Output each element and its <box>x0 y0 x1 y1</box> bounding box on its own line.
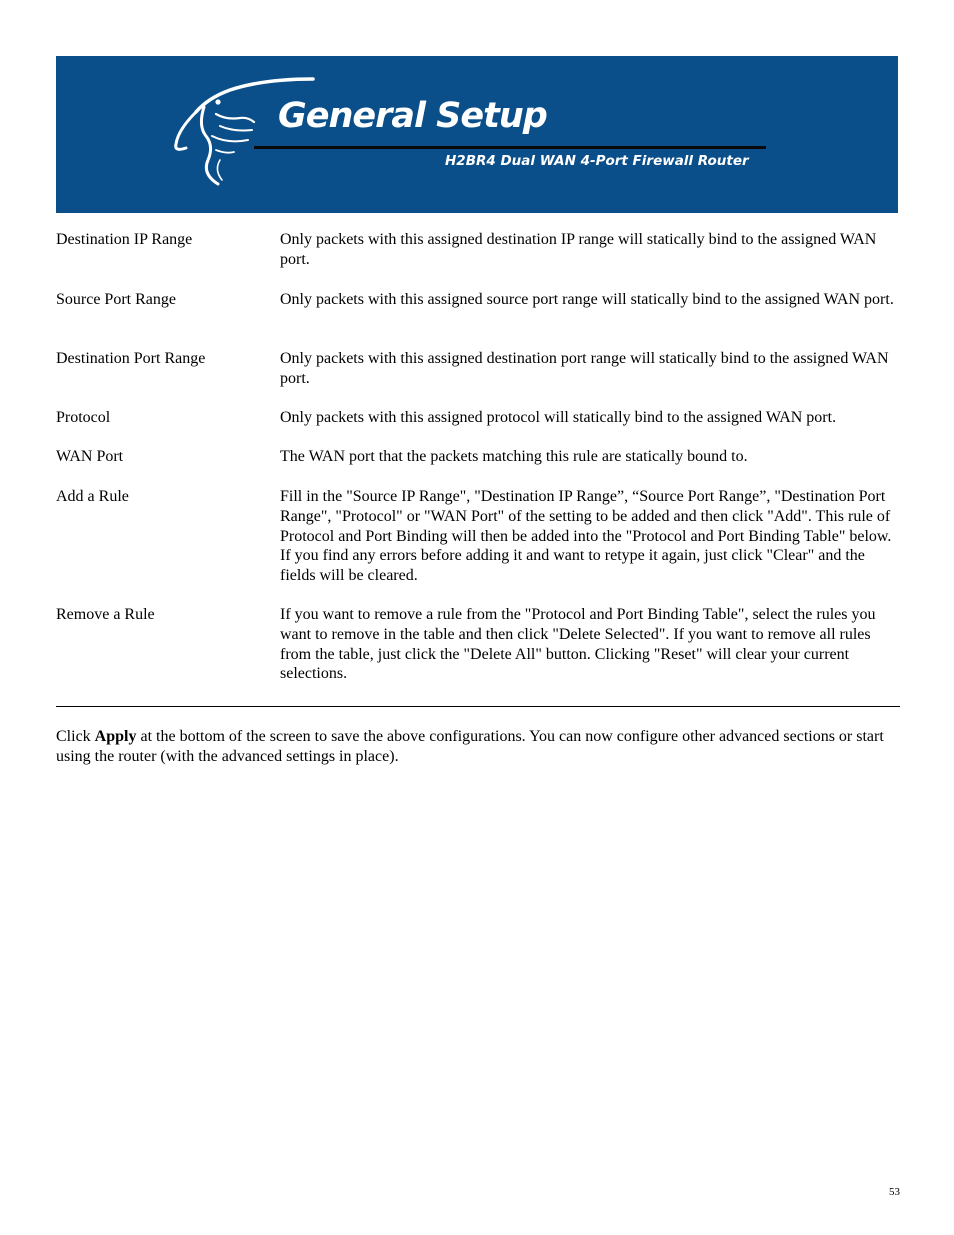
definition-row-destination-ip-range <box>56 230 900 270</box>
definition-row-destination-port-range <box>56 349 900 389</box>
definition-list <box>56 230 900 685</box>
definition-description: The WAN port that the packets matching this rule are statically bound to. <box>280 448 748 465</box>
definition-row-wan-port <box>56 447 900 467</box>
apply-keyword: Apply <box>94 728 137 745</box>
definition-term: Source Port Range <box>56 291 176 308</box>
definition-term: Protocol <box>56 409 111 426</box>
definition-description: Only packets with this assigned destination IP range will statically bind to the assigned WAN port. <box>280 231 877 268</box>
banner-divider <box>254 146 766 149</box>
definition-description: If you want to remove a rule from the "Protocol and Port Binding Table", select the rules you want to remove in the table and then click "Delete Selected". If you want to remove all rules from the table, just click the "Delete All" button. Clicking "Reset" will clear your current selections. <box>280 606 876 683</box>
definition-row-add-a-rule <box>56 487 900 586</box>
definition-term: Destination IP Range <box>56 231 193 248</box>
section-divider <box>56 706 900 707</box>
definition-row-remove-a-rule <box>56 605 900 685</box>
definition-term: WAN Port <box>56 448 124 465</box>
definition-description: Only packets with this assigned source port range will statically bind to the assigned WAN port. <box>280 291 894 308</box>
header-banner <box>56 56 898 213</box>
page-number: 53 <box>889 1186 900 1198</box>
definition-row-source-port-range <box>56 290 900 330</box>
definition-description: Only packets with this assigned protocol will statically bind to the assigned WAN port. <box>280 409 837 426</box>
definition-description: Fill in the "Source IP Range", "Destination IP Range”, “Source Port Range”, "Destination Port Range", "Protocol" or "WAN Port" of the setting to be added and then click "Add". This rule of Protocol and Port Binding will then be added into the "Protocol and Port Binding Table" below. If you find any errors before adding it and want to retype it again, just click "Clear" and the fields will be cleared. <box>280 488 892 585</box>
closing-suffix: at the bottom of the screen to save the above configurations. You can now configure other advanced sections or start using the router (with the advanced settings in place). <box>56 728 884 765</box>
closing-paragraph <box>56 727 900 767</box>
banner-title: General Setup <box>278 96 547 136</box>
definition-term: Remove a Rule <box>56 606 155 623</box>
closing-prefix: Click <box>56 728 95 745</box>
definition-row-protocol <box>56 408 900 428</box>
definition-description: Only packets with this assigned destination port range will statically bind to the assigned WAN port. <box>280 350 889 387</box>
definition-term: Add a Rule <box>56 488 129 505</box>
definition-term: Destination Port Range <box>56 350 206 367</box>
banner-subtitle: H2BR4 Dual WAN 4-Port Firewall Router <box>445 153 749 169</box>
